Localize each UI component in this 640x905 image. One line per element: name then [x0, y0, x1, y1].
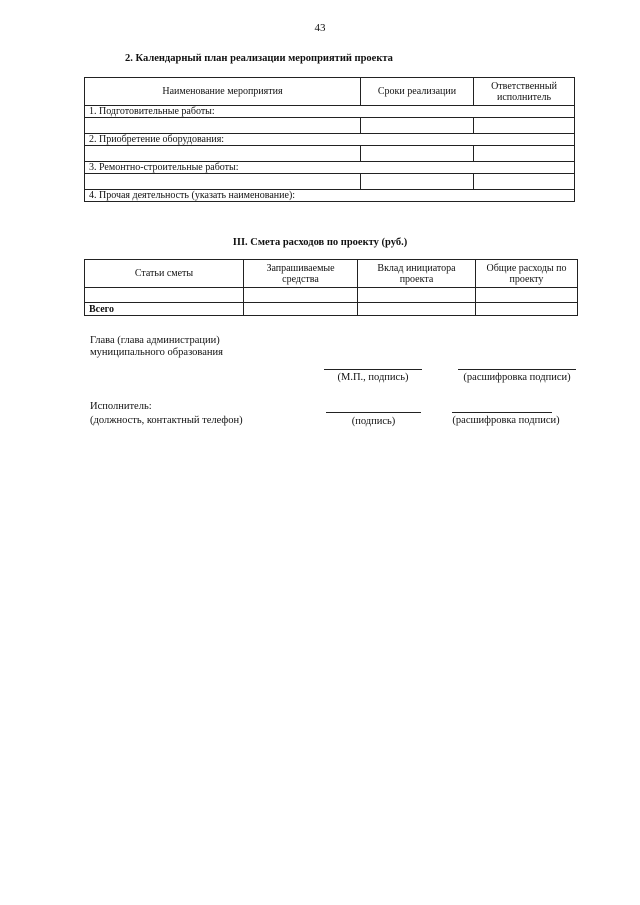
table-cell: [85, 288, 244, 303]
executor-decode-line: [452, 412, 552, 413]
executor-label: Исполнитель:: [90, 401, 152, 412]
table-row: [85, 118, 575, 134]
table-cell: [358, 288, 476, 303]
head-signature-caption: (М.П., подпись): [337, 372, 409, 383]
header-initiator-contribution: Вклад инициатора проекта: [358, 260, 476, 288]
header-requested-funds: Запрашиваемые средства: [244, 260, 358, 288]
table-cell: [361, 174, 474, 190]
table-cell: [474, 118, 575, 134]
table-cell: [476, 303, 578, 316]
table-cell: [476, 288, 578, 303]
table-row: [85, 303, 578, 316]
page-number: 43: [314, 22, 326, 34]
table-row: [85, 146, 575, 162]
header-total-expenses: Общие расходы по проекту: [476, 260, 578, 288]
header-timeline: Сроки реализации: [361, 78, 474, 106]
table-cell: [85, 118, 361, 134]
table-header-row: [85, 78, 575, 106]
table-cell: [474, 174, 575, 190]
executor-details: (должность, контактный телефон): [90, 415, 243, 426]
table-row: [85, 106, 575, 118]
calendar-plan-table: [84, 77, 575, 202]
table-row: [85, 288, 578, 303]
head-decode-caption: (расшифровка подписи): [463, 372, 571, 383]
header-budget-items: Статьи сметы: [85, 260, 244, 288]
executor-signature-caption: (подпись): [351, 416, 396, 427]
table-cell: [244, 303, 358, 316]
table-row: [85, 134, 575, 146]
head-decode-line: [458, 369, 576, 370]
executor-signature-line: [326, 412, 421, 413]
table-header-row: [85, 260, 578, 288]
table-cell: [85, 174, 361, 190]
table-cell: [361, 146, 474, 162]
plan-title: 2. Календарный план реализации мероприятий проекта: [125, 53, 393, 64]
head-signature-line: [324, 369, 422, 370]
plan-section-2: 2. Приобретение оборудования:: [85, 134, 575, 146]
header-responsible: Ответственный исполнитель: [474, 78, 575, 106]
table-row: [85, 162, 575, 174]
plan-section-1: 1. Подготовительные работы:: [85, 106, 575, 118]
table-cell: [358, 303, 476, 316]
plan-section-3: 3. Ремонтно-строительные работы:: [85, 162, 575, 174]
table-cell: [361, 118, 474, 134]
head-title-line2: муниципального образования: [90, 347, 223, 358]
estimate-table: [84, 259, 578, 316]
header-event-name: Наименование мероприятия: [85, 78, 361, 106]
table-row: [85, 190, 575, 202]
executor-decode-caption: (расшифровка подписи): [452, 415, 560, 426]
table-row: [85, 174, 575, 190]
plan-section-4: 4. Прочая деятельность (указать наименование):: [85, 190, 575, 202]
table-cell: [85, 146, 361, 162]
table-cell: [474, 146, 575, 162]
table-cell: [244, 288, 358, 303]
estimate-title: III. Смета расходов по проекту (руб.): [232, 237, 408, 248]
head-title-line1: Глава (глава администрации): [90, 335, 220, 346]
total-label: Всего: [85, 303, 244, 316]
